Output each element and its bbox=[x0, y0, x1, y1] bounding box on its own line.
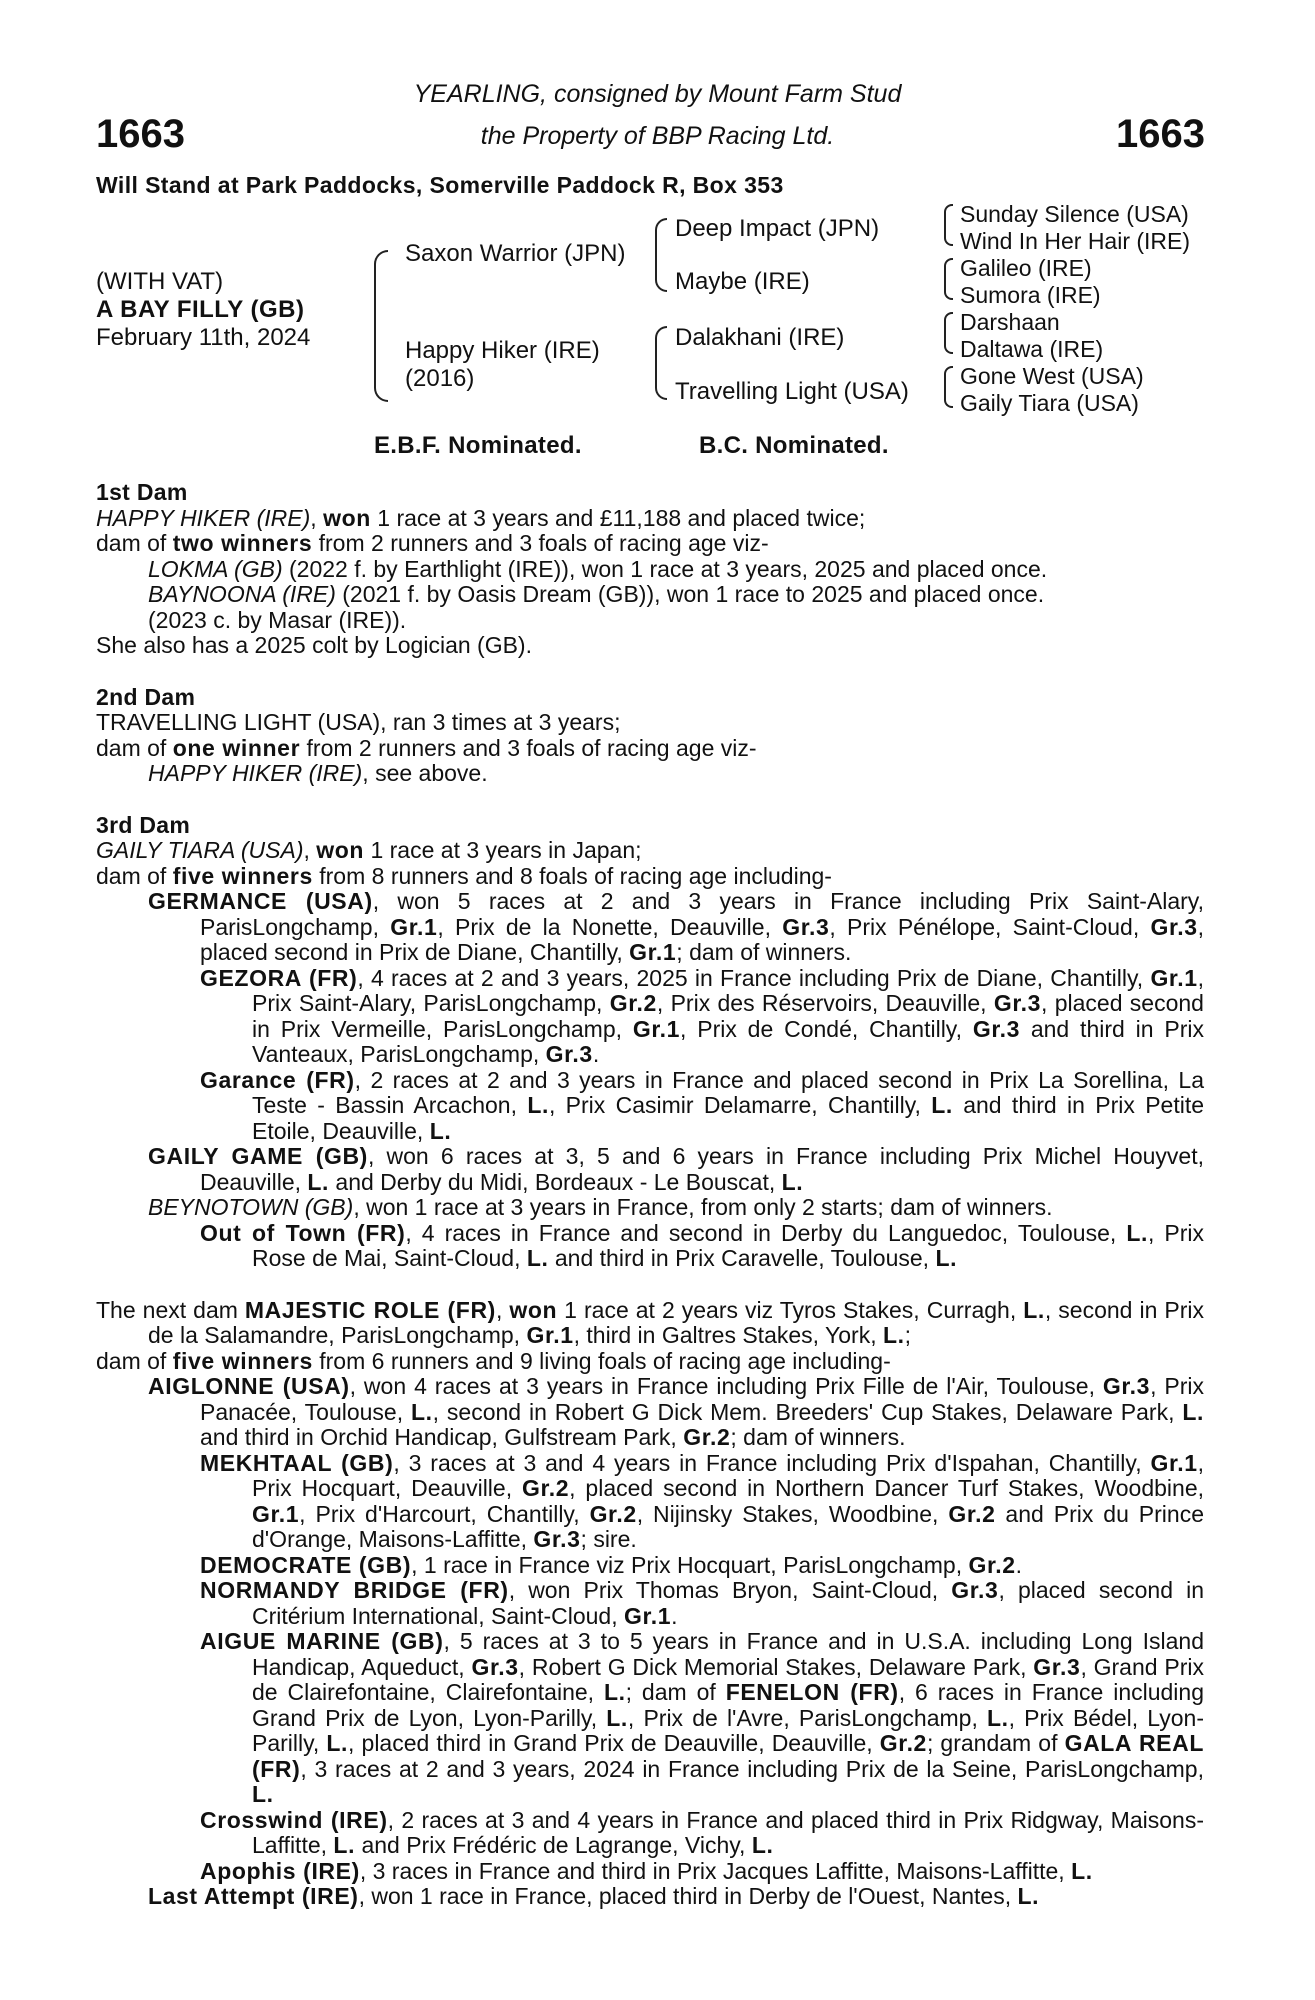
entry-aigue-marine: AIGUE MARINE (GB), 5 races at 3 to 5 years in France and in U.S.A. including Long Island Handicap, Aqueduct, Gr.3, Robert G Dick Memorial Stakes, Delaware Park, Gr.3, Grand Prix de Clairefontaine, Clairefontaine, L.; dam of FENELON (FR), 6 races in France including Grand Prix de Lyon, Lyon-Parilly, L., Prix de l'Avre, ParisLongchamp, L., Prix Bédel, Lyon-Parilly, L., placed third in Grand Prix de Deauville, Deauville, Gr.2; grandam of GALA REAL (FR), 3 races at 2 and 3 years, 2024 in France including Prix de la Seine, ParisLongchamp, L. bbox=[200, 1628, 1205, 1807]
horse-name: A BAY FILLY (GB) bbox=[96, 296, 305, 323]
foal-happy-hiker: HAPPY HIKER (IRE), see above. bbox=[148, 760, 488, 786]
entry-beynotown: BEYNOTOWN (GB), won 1 race at 3 years in France, from only 2 starts; dam of winners. bbox=[148, 1194, 1053, 1220]
pedigree-sire-dam: Maybe (IRE) bbox=[675, 268, 810, 295]
foal-baynoona: BAYNOONA (IRE) (2021 f. by Oasis Dream (GB)), won 1 race to 2025 and placed once. bbox=[148, 581, 1045, 607]
first-dam-produce: dam of two winners from 2 runners and 3 foals of racing age viz- bbox=[96, 530, 769, 556]
vat-label: (WITH VAT) bbox=[96, 268, 224, 295]
pedigree-dam: Happy Hiker (IRE) bbox=[405, 337, 600, 364]
pedigree-dam-dam: Travelling Light (USA) bbox=[675, 378, 909, 405]
pedigree-brace-sd bbox=[944, 258, 953, 300]
entry-crosswind: Crosswind (IRE), 2 races at 3 and 4 years in France and placed third in Prix Ridgway, Maisons-Laffitte, L. and Prix Frédéric de Lagrange, Vichy, L. bbox=[200, 1806, 1204, 1858]
pedigree-dss: Darshaan bbox=[960, 309, 1060, 335]
consignment-line-2: the Property of BBP Racing Ltd. bbox=[480, 122, 835, 150]
pedigree-sdd: Sumora (IRE) bbox=[960, 282, 1101, 308]
third-dam-line: GAILY TIARA (USA), won 1 race at 3 years in Japan; bbox=[96, 837, 642, 863]
pedigree-ssd: Wind In Her Hair (IRE) bbox=[960, 228, 1191, 254]
pedigree-dam-year: (2016) bbox=[405, 365, 475, 392]
entry-out-of-town: Out of Town (FR), 4 races in France and second in Derby du Languedoc, Toulouse, L., Prix Rose de Mai, Saint-Cloud, L. and third in Prix Caravelle, Toulouse, L. bbox=[200, 1219, 1205, 1271]
bc-nominated: B.C. Nominated. bbox=[699, 432, 889, 459]
foaling-date: February 11th, 2024 bbox=[96, 324, 311, 351]
pedigree-dsd: Daltawa (IRE) bbox=[960, 336, 1104, 362]
third-dam-produce: dam of five winners from 8 runners and 8 foals of racing age including- bbox=[96, 862, 832, 889]
entry-normandy-bridge: NORMANDY BRIDGE (FR), won Prix Thomas Bryon, Saint-Cloud, Gr.3, placed second in Critérium International, Saint-Cloud, Gr.1. bbox=[200, 1577, 1205, 1629]
entry-gezora: GEZORA (FR), 4 races at 2 and 3 years, 2025 in France including Prix de Diane, Chantilly, Gr.1, Prix Saint-Alary, ParisLongchamp, Gr.2, Prix des Réservoirs, Deauville, Gr.3, placed second in Prix Vermeille, ParisLongchamp, Gr.1, Prix de Condé, Chantilly, Gr.3 and third in Prix Vanteaux, ParisLongchamp, Gr.3. bbox=[200, 964, 1204, 1067]
first-dam-heading: 1st Dam bbox=[96, 479, 188, 505]
foal-2025: She also has a 2025 colt by Logician (GB). bbox=[96, 632, 532, 658]
entry-garance: Garance (FR), 2 races at 2 and 3 years in France and placed second in Prix La Sorellina, La Teste - Bassin Arcachon, L., Prix Casimir Delamarre, Chantilly, L. and third in Prix Petite Etoile, Deauville, L. bbox=[200, 1066, 1205, 1144]
pedigree-dds: Gone West (USA) bbox=[960, 363, 1144, 389]
foal-2023: (2023 c. by Masar (IRE)). bbox=[148, 606, 407, 633]
second-dam-produce: dam of one winner from 2 runners and 3 foals of racing age viz- bbox=[96, 734, 757, 761]
second-dam-heading: 2nd Dam bbox=[96, 683, 196, 710]
pedigree-brace-dam bbox=[655, 326, 667, 400]
entry-apophis: Apophis (IRE), 3 races in France and third in Prix Jacques Laffitte, Maisons-Laffitte, L. bbox=[200, 1857, 1093, 1884]
ebf-nominated: E.B.F. Nominated. bbox=[374, 432, 582, 459]
lot-number-right: 1663 bbox=[1116, 112, 1205, 156]
pedigree-dam-sire: Dalakhani (IRE) bbox=[675, 324, 845, 351]
pedigree-brace-sire bbox=[655, 218, 667, 292]
consignment-line-1: YEARLING, consigned by Mount Farm Stud bbox=[413, 80, 902, 108]
pedigree-sds: Galileo (IRE) bbox=[960, 255, 1092, 281]
third-dam-heading: 3rd Dam bbox=[96, 811, 191, 838]
next-dam-line: The next dam MAJESTIC ROLE (FR), won 1 race at 2 years viz Tyros Stakes, Curragh, L., second in Prix de la Salamandre, ParisLongchamp, Gr.1, third in Galtres Stakes, York, L.; bbox=[96, 1296, 1205, 1348]
foal-lokma: LOKMA (GB) (2022 f. by Earthlight (IRE)), won 1 race at 3 years, 2025 and placed once. bbox=[148, 555, 1048, 582]
pedigree-brace-main bbox=[374, 250, 388, 402]
pedigree-sire-sire: Deep Impact (JPN) bbox=[675, 215, 880, 242]
second-dam-line: TRAVELLING LIGHT (USA), ran 3 times at 3 years; bbox=[96, 709, 621, 735]
entry-last-attempt: Last Attempt (IRE), won 1 race in France, placed third in Derby de l'Ouest, Nantes, L. bbox=[148, 1883, 1040, 1909]
entry-aiglonne: AIGLONNE (USA), won 4 races at 3 years in France including Prix Fille de l'Air, Toulouse, Gr.3, Prix Panacée, Toulouse, L., second in Robert G Dick Mem. Breeders' Cup Stakes, Delaware Park, L. and third in Orchid Handicap, Gulfstream Park, Gr.2; dam of winners. bbox=[148, 1373, 1205, 1450]
lot-number-left: 1663 bbox=[96, 112, 185, 156]
entry-germance: GERMANCE (USA), won 5 races at 2 and 3 years in France including Prix Saint-Alary, ParisLongchamp, Gr.1, Prix de la Nonette, Deauville, Gr.3, Prix Pénélope, Saint-Cloud, Gr.3, placed second in Prix de Diane, Chantilly, Gr.1; dam of winners. bbox=[148, 888, 1204, 965]
pedigree-sss: Sunday Silence (USA) bbox=[960, 201, 1189, 227]
pedigree-sire: Saxon Warrior (JPN) bbox=[405, 240, 626, 267]
first-dam-line: HAPPY HIKER (IRE), won 1 race at 3 years and £11,188 and placed twice; bbox=[96, 504, 866, 531]
pedigree-brace-ds bbox=[944, 312, 953, 354]
produce-record bbox=[96, 480, 1204, 1910]
entry-gaily-game: GAILY GAME (GB), won 6 races at 3, 5 and 6 years in France including Prix Michel Houyvet, Deauville, L. and Derby du Midi, Bordeaux - Le Bouscat, L. bbox=[148, 1143, 1205, 1195]
pedigree-brace-ss bbox=[944, 204, 953, 246]
pedigree-brace-dd bbox=[944, 366, 953, 408]
next-dam-produce: dam of five winners from 6 runners and 9 living foals of racing age including- bbox=[96, 1347, 891, 1374]
stand-location: Will Stand at Park Paddocks, Somerville Paddock R, Box 353 bbox=[96, 172, 784, 198]
pedigree-ddd: Gaily Tiara (USA) bbox=[960, 390, 1139, 416]
entry-democrate: DEMOCRATE (GB), 1 race in France viz Prix Hocquart, ParisLongchamp, Gr.2. bbox=[200, 1551, 1023, 1578]
entry-mekhtaal: MEKHTAAL (GB), 3 races at 3 and 4 years in France including Prix d'Ispahan, Chantilly, Gr.1, Prix Hocquart, Deauville, Gr.2, placed second in Northern Dancer Turf Stakes, Woodbine, Gr.1, Prix d'Harcourt, Chantilly, Gr.2, Nijinsky Stakes, Woodbine, Gr.2 and Prix du Prince d'Orange, Maisons-Laffitte, Gr.3; sire. bbox=[200, 1449, 1205, 1552]
